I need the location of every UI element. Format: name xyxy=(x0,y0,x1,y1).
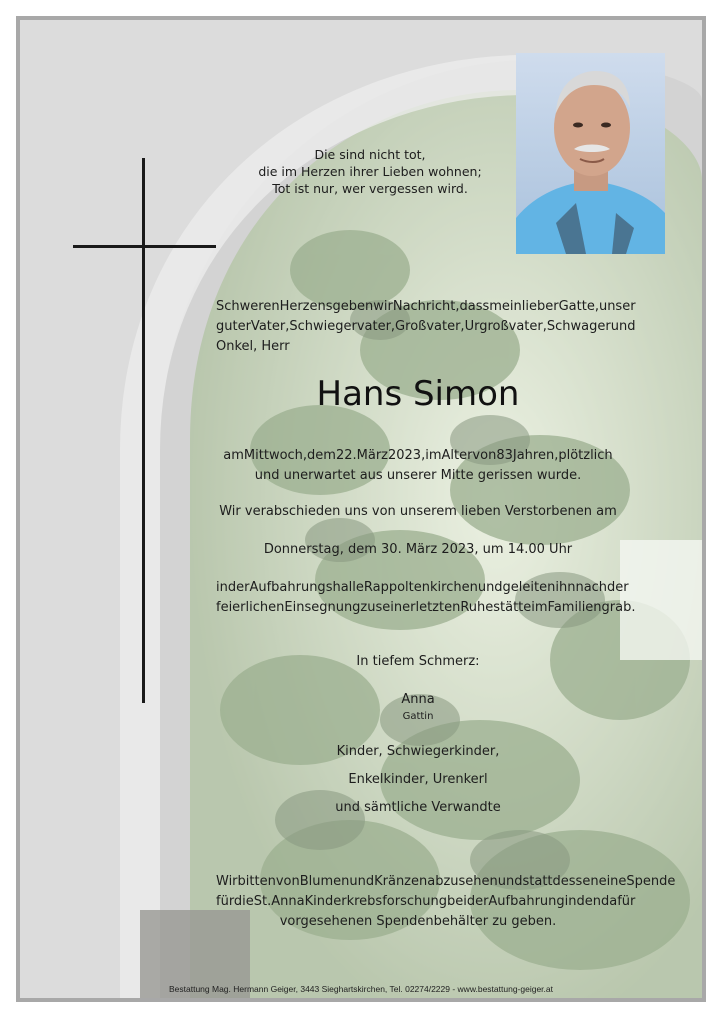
intro-line: guterVater,Schwiegervater,Großvater,Urgroßvater,Schwagerund xyxy=(216,319,636,334)
quote-line: die im Herzen ihrer Lieben wohnen; xyxy=(258,164,482,179)
family-line: Kinder, Schwiegerkinder, xyxy=(336,744,500,759)
intro-line: SchwerenHerzensgebenwirNachricht,dassmeinlieberGatte,unser xyxy=(216,299,636,314)
announcement-intro xyxy=(216,297,636,357)
portrait-photo xyxy=(516,53,665,254)
farewell-date: Donnerstag, dem 30. März 2023, um 14.00 Uhr xyxy=(263,542,573,557)
deceased-name: Hans Simon xyxy=(316,374,520,414)
ceremony-line: inderAufbahrungshalleRappoltenkirchenundgeleitenihnnachder xyxy=(216,580,629,595)
donation-line: vorgesehenen Spendenbehälter zu geben. xyxy=(279,914,557,929)
farewell-intro: Wir verabschieden uns von unserem lieben Verstorbenen am xyxy=(219,504,617,519)
cross-horizontal-bar xyxy=(73,245,216,248)
obituary-content xyxy=(20,20,702,998)
cross-vertical-bar xyxy=(142,158,145,703)
memorial-quote xyxy=(230,146,510,197)
death-line: amMittwoch,dem22.März2023,imAltervon83Jahren,plötzlich xyxy=(223,448,613,463)
death-notice xyxy=(216,446,620,486)
family-line: Enkelkinder, Urenkerl xyxy=(348,772,488,787)
funeral-home-footer: Bestattung Mag. Hermann Geiger, 3443 Sieghartskirchen, Tel. 02274/2229 - www.bestattung-geiger.at xyxy=(169,984,553,994)
quote-line: Tot ist nur, wer vergessen wird. xyxy=(272,181,468,196)
donation-line: WirbittenvonBlumenundKränzenabzusehenundstattdesseneineSpende xyxy=(216,874,676,889)
mourners-heading: In tiefem Schmerz: xyxy=(356,654,480,669)
spouse-role: Gattin xyxy=(402,711,434,722)
obituary-card xyxy=(16,16,706,1002)
ceremony-details xyxy=(216,578,636,618)
donation-request xyxy=(216,872,676,932)
intro-line: Onkel, Herr xyxy=(216,339,290,354)
quote-line: Die sind nicht tot, xyxy=(314,147,426,162)
ceremony-line: feierlichenEinsegnungzuseinerletztenRuhestätteimFamiliengrab. xyxy=(216,600,636,615)
donation-line: fürdieSt.AnnaKinderkrebsforschungbeiderAufbahrungindendafür xyxy=(216,894,636,909)
family-line: und sämtliche Verwandte xyxy=(335,800,501,815)
death-line: und unerwartet aus unserer Mitte gerissen wurde. xyxy=(254,468,582,483)
spouse-name: Anna xyxy=(401,692,435,707)
